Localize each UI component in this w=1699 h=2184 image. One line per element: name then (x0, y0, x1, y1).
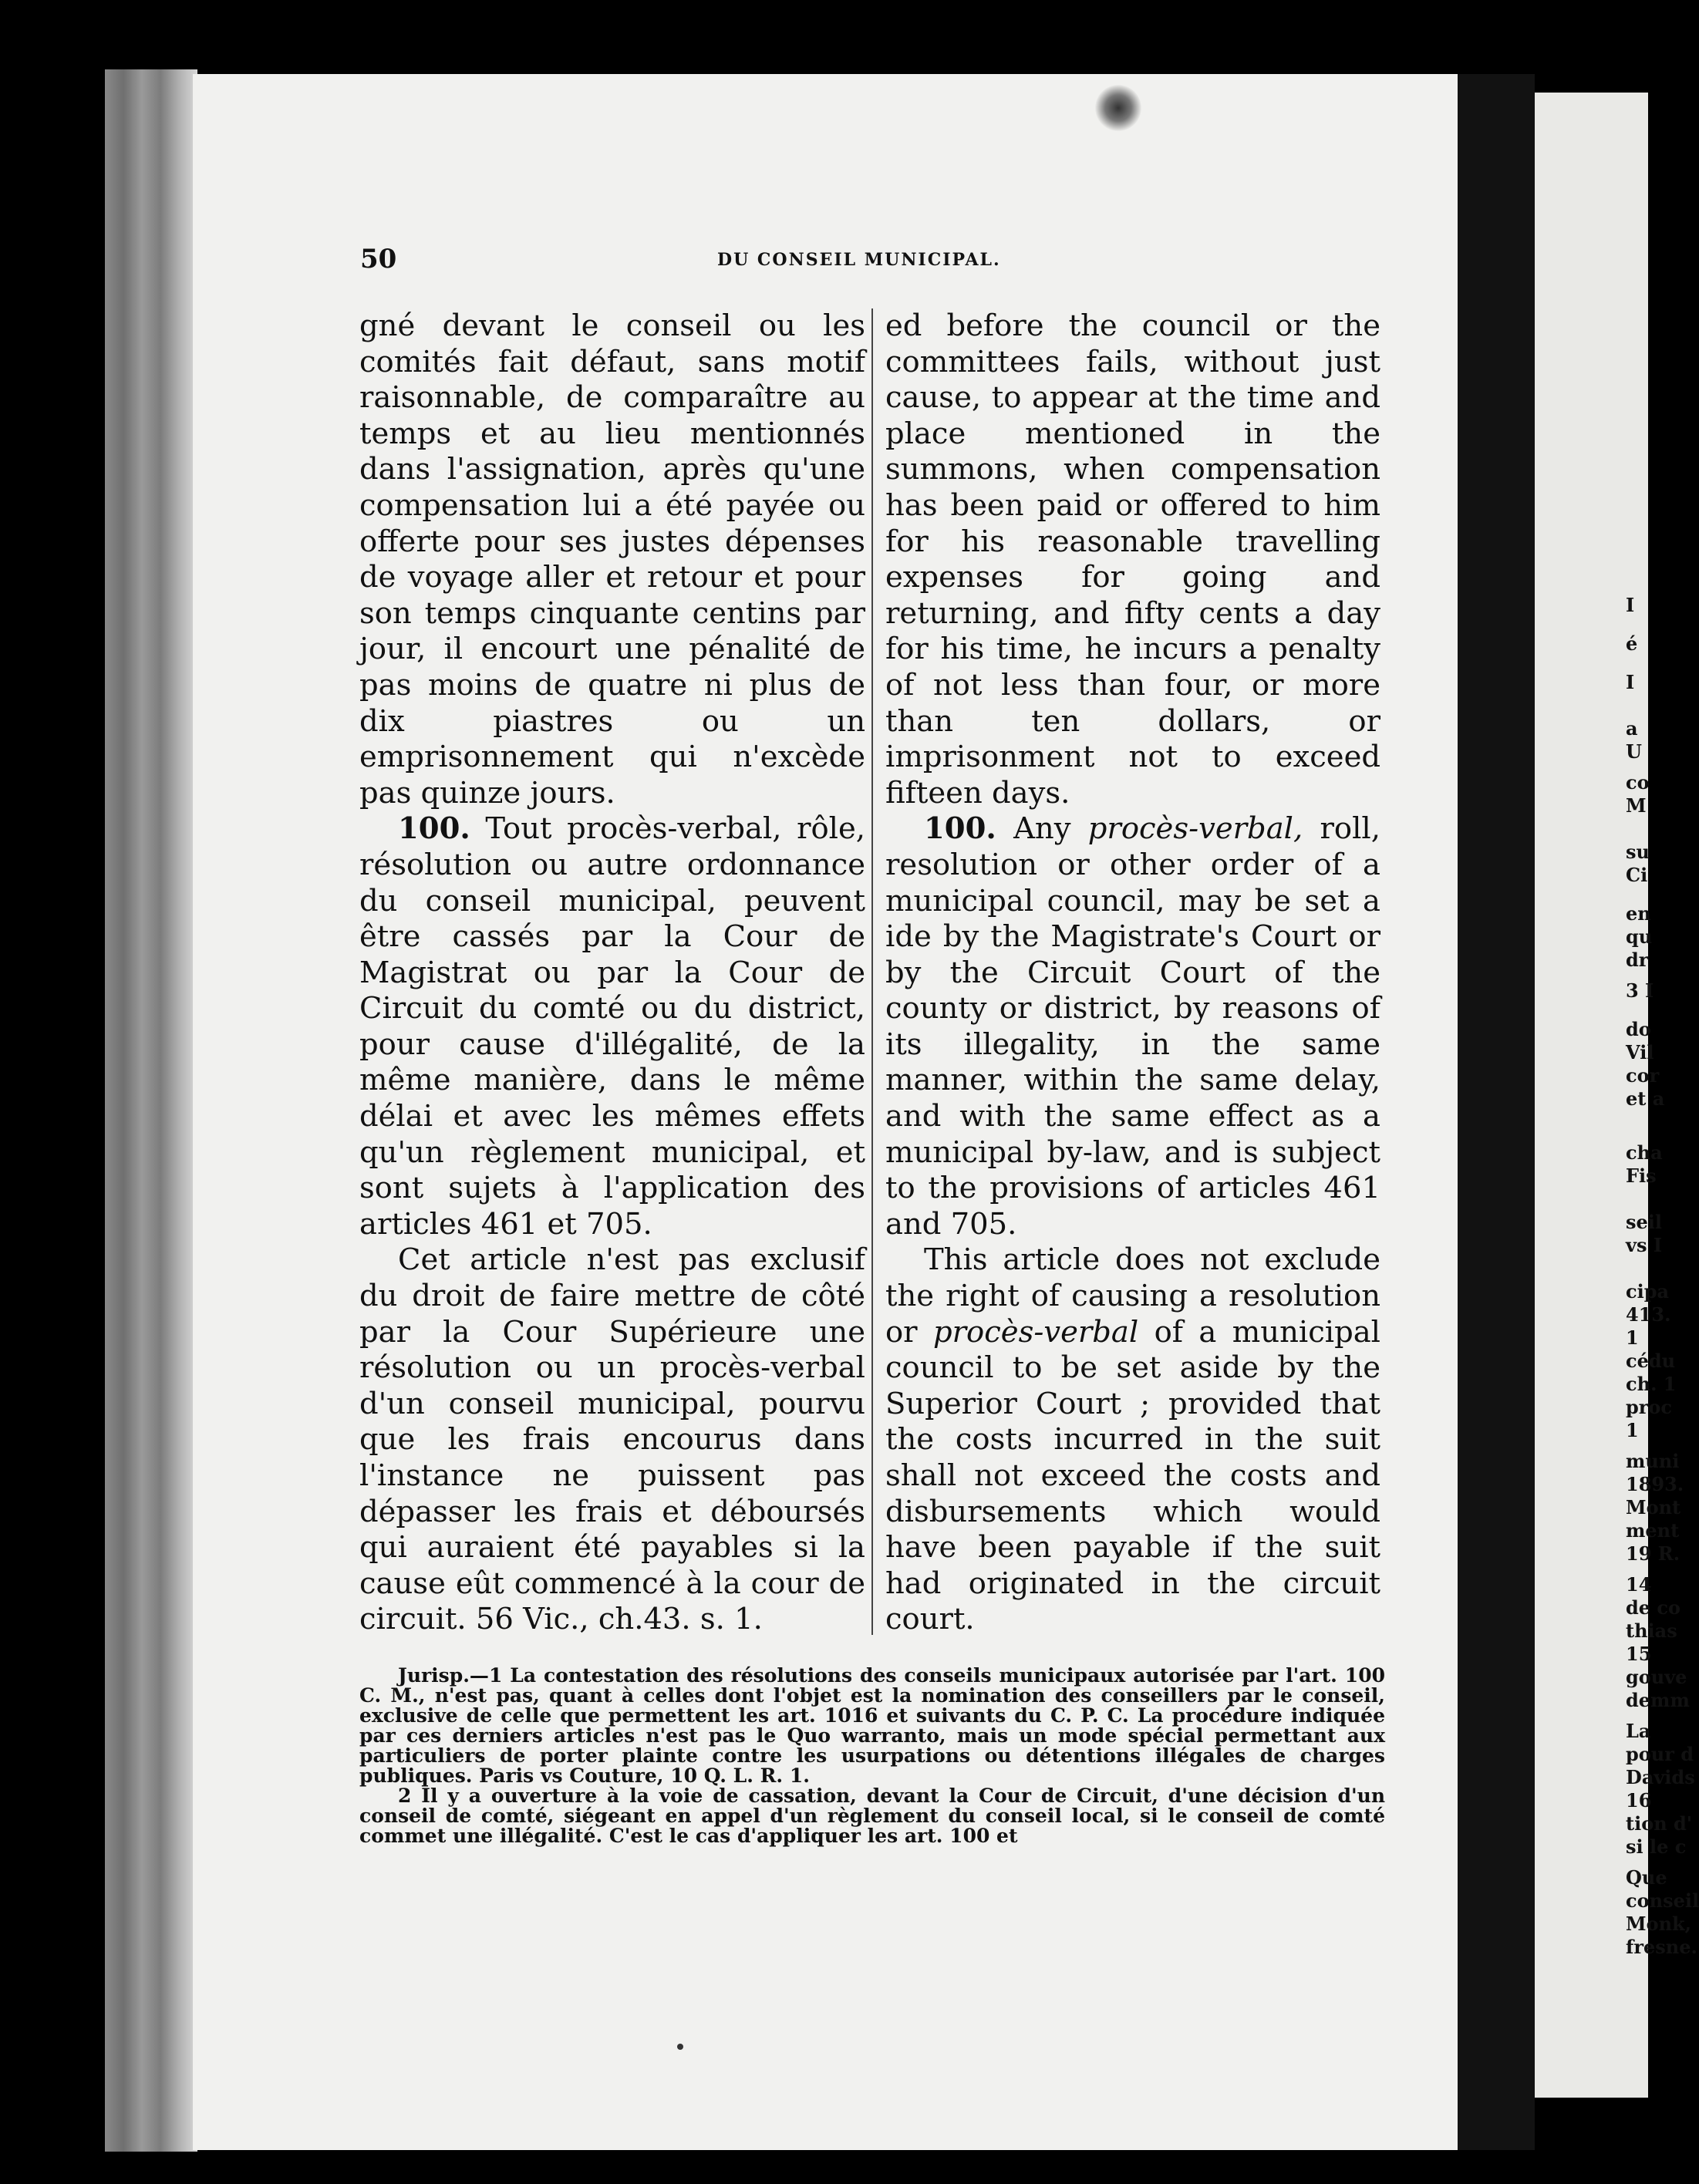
facing-page-fragment: cipa (1626, 1280, 1670, 1303)
jurisprudence-notes (359, 1666, 1385, 1846)
facing-page-fragment: U (1626, 740, 1642, 763)
facing-page-fragment: cha (1626, 1141, 1663, 1164)
facing-page-fragment: si le c (1626, 1835, 1687, 1858)
facing-page-fragment: é (1626, 632, 1638, 655)
page-number: 50 (360, 244, 397, 275)
french-article-text: Tout procès-verbal, rôle, résolution ou autre ordonnance du conseil municipal, peuvent être cassés par la Cour de Magistrat ou par la Cour de Circuit du comté ou du district, pour cause d'illégalité, de la même manière, dans le même délai et avec les mêmes effets qu'un règlement municipal, et sont sujets à l'application des articles 461 et 705. (359, 811, 865, 1242)
facing-page-fragment: 16 (1626, 1789, 1652, 1812)
jurisprudence-label: Jurisp.— (398, 1664, 489, 1687)
facing-page-fragment: Vil (1626, 1041, 1654, 1063)
facing-page-fragment: Fis (1626, 1164, 1657, 1187)
facing-page-fragment: La (1626, 1720, 1651, 1742)
facing-page-fragment: dr (1626, 949, 1649, 971)
facing-page-fragment: I (1626, 594, 1635, 616)
english-paragraph-1: ed before the council or the committees fails, without just cause, to appear at the time and place mentioned in the summons, when compensation has been paid or offered to him for his reasonable travelling expenses for going and returning, and fifty cents a day for his time, he incurs a penalty of not less than four, or more than ten dollars, or imprisonment not to exceed fifteen days. (885, 308, 1380, 811)
facing-page-fragment: thias (1626, 1619, 1677, 1642)
facing-page-fragment: vs I (1626, 1234, 1663, 1256)
facing-page-fragment: 1 (1626, 1419, 1639, 1441)
facing-page-fragment: 19 R. (1626, 1542, 1680, 1565)
facing-page-fragment: Mont (1626, 1496, 1681, 1518)
article-number: 100. (924, 811, 996, 847)
facing-page-fragment: ment (1626, 1519, 1680, 1542)
facing-page-fragment: do (1626, 1018, 1651, 1040)
book-gutter (1458, 74, 1535, 2150)
speck (677, 2044, 683, 2050)
facing-page-fragment: 1893. (1626, 1473, 1684, 1495)
facing-page-fragment: seil (1626, 1211, 1663, 1233)
ink-blot (1095, 85, 1141, 131)
note-1-text: 1 La contestation des résolutions des conseils municipaux autorisée par l'art. 100 C. M., n'est pas, quant à celles dont l'objet est la nomination des conseillers par le conseil, exclusive de celle que permettent les art. 1016 et suivants du C. P. C. La procédure indiquée par ces derniers articles n'est pas le Quo warranto, mais un mode spécial permettant aux particuliers de porter plainte contre les usurpations ou détentions illégales de charges publiques. Paris vs Couture, 10 Q. L. R. 1. (359, 1664, 1385, 1787)
english-paragraph-3-start: This article does not exclude the right of causing a resolution or (885, 1242, 1380, 1350)
facing-page-fragment: et a (1626, 1087, 1665, 1110)
facing-page-fragment: Que (1626, 1866, 1667, 1889)
column-divider (871, 308, 873, 1635)
jurisprudence-note-1 (359, 1666, 1385, 1786)
english-article-100 (885, 811, 1380, 1242)
facing-page-fragment: Davids (1626, 1766, 1695, 1788)
facing-page-fragment: M (1626, 794, 1647, 817)
facing-page-fragment: 14 (1626, 1573, 1652, 1596)
english-column (885, 308, 1380, 1638)
facing-page-fragment: gouve (1626, 1666, 1687, 1688)
italic-term: procès-verbal (933, 1314, 1139, 1350)
facing-page-fragment: pour d (1626, 1743, 1694, 1765)
italic-term: procès-verbal, (1087, 811, 1303, 847)
running-title: DU CONSEIL MUNICIPAL. (717, 250, 1001, 270)
facing-page-fragment: qu (1626, 925, 1653, 948)
facing-page-fragment: ch. 1 (1626, 1373, 1677, 1395)
facing-page-fragment: su (1626, 841, 1650, 863)
french-paragraph-3: Cet article n'est pas exclusif du droit de faire mettre de côté par la Cour Supérieure une résolution ou un procès-verbal d'un conseil municipal, pourvu que les frais encourus dans l'instance ne puissent pas dépasser les frais et déboursés qui auraient été payables si la cause eût commencé à la cour de circuit. 56 Vic., ch.43. s. 1. (359, 1242, 865, 1637)
facing-page-fragment: a (1626, 717, 1638, 740)
facing-page-fragment: proc (1626, 1396, 1673, 1418)
jurisprudence-note-2: 2 Il y a ouverture à la voie de cassation, devant la Cour de Circuit, d'une décision d'un conseil de comté, siégeant en appel d'un règlement du conseil local, si le conseil de comté commet une illégalité. C'est le cas d'appliquer les art. 100 et (359, 1785, 1385, 1847)
facing-page-fragment: fresne. (1626, 1936, 1697, 1958)
french-article-100 (359, 811, 865, 1242)
english-article-text: roll, resolution or other order of a municipal council, may be set a ide by the Magistrate's Court or by the Circuit Court of the county or district, by reasons of its illegality, in the same manner, within the same delay, and with the same effect as a municipal by-law, and is subject to the provisions of articles 461 and 705. (885, 811, 1380, 1242)
facing-page-fragment: 413. (1626, 1303, 1671, 1326)
facing-page-fragment: 1 (1626, 1326, 1639, 1349)
facing-page-fragment: demm (1626, 1689, 1690, 1711)
book-page-edges (105, 69, 197, 2152)
facing-page-fragment: Monk, (1626, 1913, 1692, 1935)
facing-page-fragment: de co (1626, 1596, 1681, 1619)
facing-page-fragment: conseil (1626, 1889, 1699, 1912)
facing-page-fragment: 3 I (1626, 979, 1654, 1002)
french-column (359, 308, 865, 1638)
article-number: 100. (398, 811, 470, 847)
facing-page-fragment: I (1626, 671, 1635, 693)
facing-page-fragment: tion d' (1626, 1812, 1693, 1835)
facing-page-fragment: cor (1626, 1064, 1660, 1087)
english-paragraph-3-end: of a municipal council to be set aside by the Superior Court ; provided that the costs incurred in the suit shall not exceed the costs and disbursements which would have been payable if the suit had originated in the circuit court. (885, 1314, 1380, 1637)
english-article-text-start: Any (1013, 811, 1071, 847)
facing-page-fragment: Ci (1626, 864, 1648, 886)
facing-page-fragment: cédu (1626, 1350, 1676, 1372)
facing-page-fragment: 15 (1626, 1643, 1652, 1665)
facing-page-fragment: en (1626, 902, 1651, 925)
english-paragraph-3 (885, 1242, 1380, 1638)
facing-page-fragment: co (1626, 771, 1650, 794)
french-paragraph-1: gné devant le conseil ou les comités fait défaut, sans motif raisonnable, de comparaître au temps et au lieu mentionnés dans l'assignation, après qu'une compensation lui a été payée ou offerte pour ses justes dépenses de voyage aller et retour et pour son temps cinquante centins par jour, il encourt une pénalité de pas moins de quatre ni plus de dix piastres ou un emprisonnement qui n'excède pas quinze jours. (359, 308, 865, 811)
facing-page-fragment: muni (1626, 1450, 1680, 1472)
